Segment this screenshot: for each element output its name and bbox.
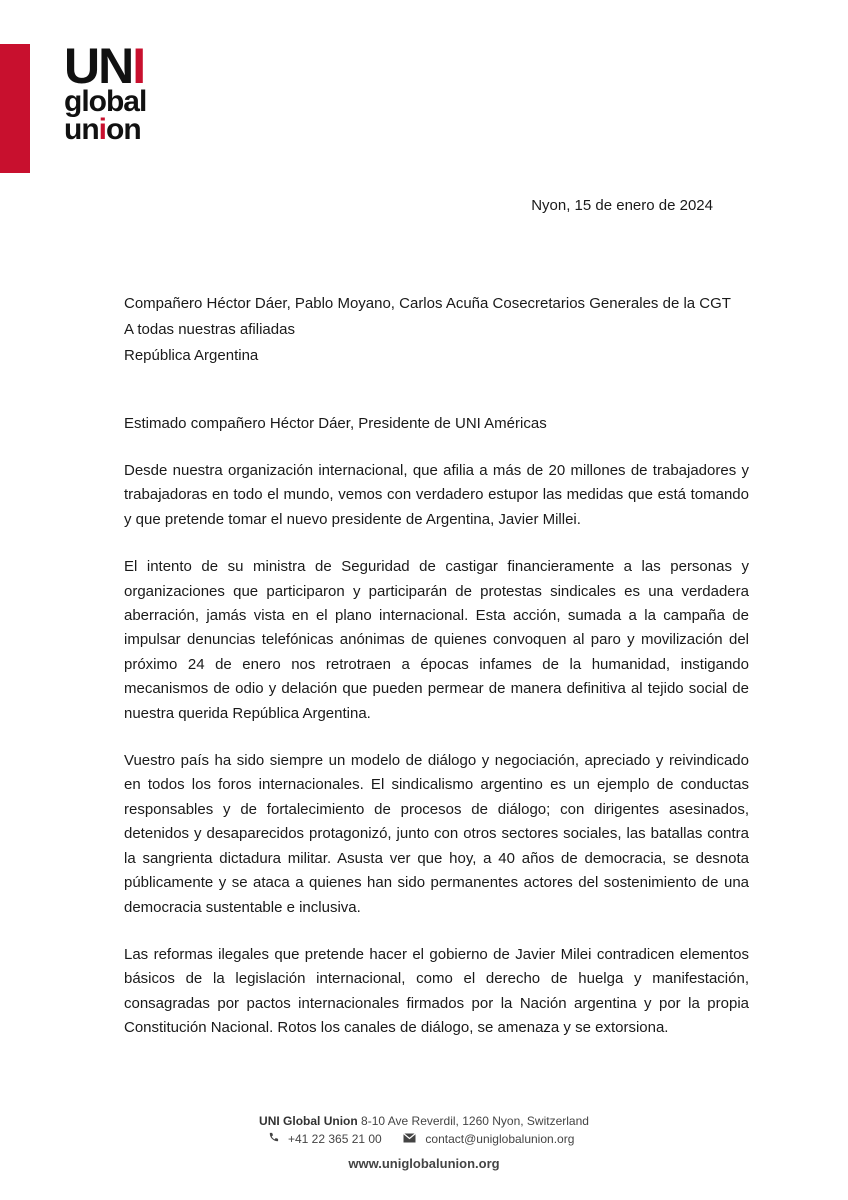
body-paragraph: Las reformas ilegales que pretende hacer el gobierno de Javier Milei contradicen elementos básicos de la legislación internacional, como el derecho de huelga y manifestación, consagradas por pactos internacionales firmados por la Nación argentina y por la propia Constitución Nacional. Rotos los canales de diálogo, se amenaza y se extorsiona. <box>124 945 749 1037</box>
letter-body <box>124 459 749 1064</box>
brand-red-bar <box>0 44 30 173</box>
recipient-line: Compañero Héctor Dáer, Pablo Moyano, Carlos Acuña Cosecretarios Generales de la CGT <box>124 295 731 312</box>
salutation: Estimado compañero Héctor Dáer, Presidente de UNI Américas <box>124 415 547 432</box>
footer-address: 8-10 Ave Reverdil, 1260 Nyon, Switzerland <box>361 1114 589 1128</box>
uni-global-union-logo <box>64 38 147 146</box>
logo-line-union: union <box>64 113 141 146</box>
footer-contact-line <box>0 1130 848 1148</box>
footer-address-line <box>0 1112 848 1130</box>
letter-footer <box>0 1112 848 1171</box>
footer-phone <box>268 1132 391 1146</box>
phone-icon <box>268 1132 279 1143</box>
recipient-block <box>124 291 744 369</box>
body-paragraph: El intento de su ministra de Seguridad de castigar financieramente a las personas y organizaciones que participaron y participarán de protestas sindicales es una verdadera aberración, jamás vista en el plano internacional. Esta acción, sumada a la campaña de impulsar denuncias telefónicas anónimas de quienes convoquen al paro y movilización del próximo 24 de enero nos retrotraen a épocas infames de la humanidad, instigando mecanismos de odio y delación que pueden permear de manera definitiva al tejido social de nuestra querida República Argentina. <box>124 558 749 722</box>
logo-line-uni: UNI <box>64 38 145 94</box>
footer-email-address[interactable]: contact@uniglobalunion.org <box>425 1132 575 1146</box>
letter-date: Nyon, 15 de enero de 2024 <box>531 197 713 214</box>
body-paragraph: Vuestro país ha sido siempre un modelo de diálogo y negociación, apreciado y reivindicado en todos los foros internacionales. El sindicalismo argentino es un ejemplo de conductas responsables y de fortalecimiento de procesos de diálogo; con dirigentes asesinados, detenidos y desaparecidos protagonizó, junto con otros sectores sociales, las batallas contra la sangrienta dictadura militar. Asusta ver que hoy, a 40 años de democracia, se desnota públicamente y se ataca a quienes han sido permanentes actores del sostenimiento de una democracia sustentable e inclusiva. <box>124 752 749 916</box>
footer-email[interactable] <box>403 1132 580 1146</box>
body-paragraph: Desde nuestra organización internacional, que afilia a más de 20 millones de trabajadores y trabajadoras en todo el mundo, vemos con verdadero estupor las medidas que está tomando y que pretende tomar el nuevo presidente de Argentina, Javier Millei. <box>124 462 749 528</box>
mail-icon <box>403 1133 416 1143</box>
recipient-line: A todas nuestras afiliadas <box>124 321 295 338</box>
footer-org-name: UNI Global Union <box>259 1114 358 1128</box>
footer-website-link[interactable]: www.uniglobalunion.org <box>348 1156 500 1171</box>
footer-phone-number: +41 22 365 21 00 <box>287 1132 382 1146</box>
logo-line-global: global <box>64 85 147 118</box>
recipient-line: República Argentina <box>124 347 259 364</box>
